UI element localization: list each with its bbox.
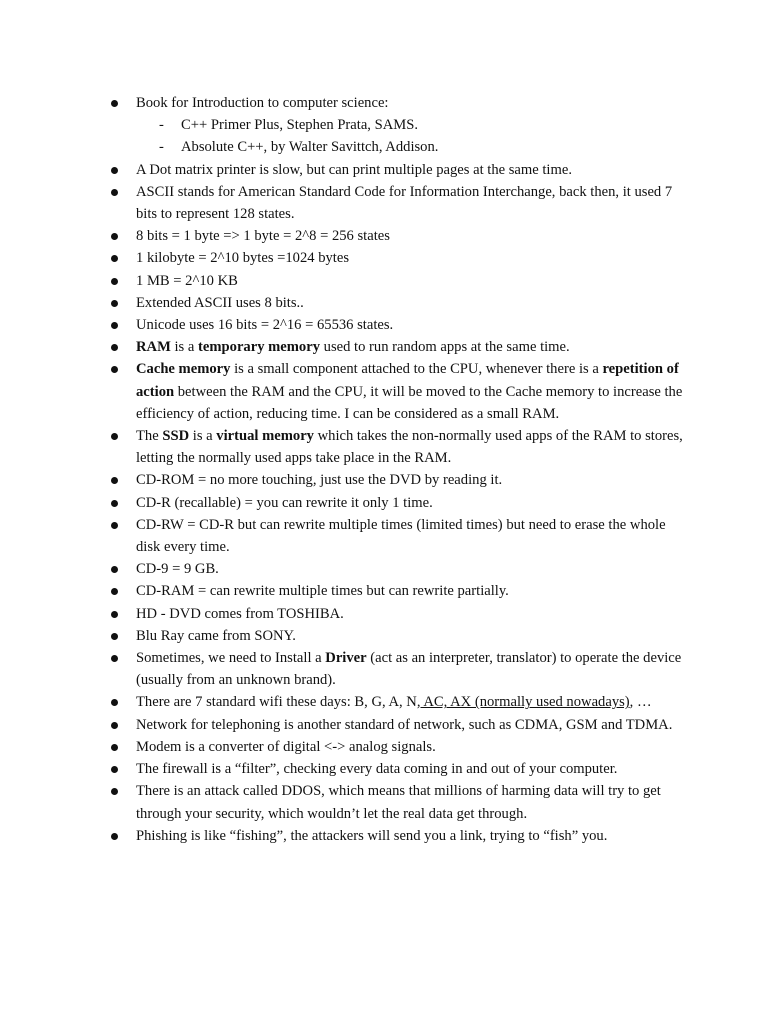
bold-term: temporary memory — [198, 339, 320, 356]
bullet-icon — [111, 522, 118, 529]
bold-term: SSD — [162, 428, 190, 445]
underlined-text: AC, AX (normally used nowadays) — [420, 694, 630, 711]
list-item: Unicode uses 16 bits = 2^16 = 65536 states. — [107, 314, 687, 336]
bullet-icon — [111, 300, 118, 307]
bullet-icon — [111, 766, 118, 773]
list-item: Cache memory is a small component attached to the CPU, whenever there is a repetition of action between the RAM and the CPU, it will be moved to the Cache memory to increase the efficiency of action, reducing time. I can be considered as a small RAM. — [107, 358, 687, 425]
bullet-icon — [111, 189, 118, 196]
bold-term: Driver — [325, 650, 367, 667]
list-item: CD-RAM = can rewrite multiple times but can rewrite partially. — [107, 580, 687, 602]
dash-icon: - — [159, 139, 164, 156]
bold-term: repetition of action — [136, 361, 679, 400]
list-item: The firewall is a “filter”, checking every data coming in and out of your computer. — [107, 758, 687, 780]
bullet-icon — [111, 699, 118, 706]
list-item: Network for telephoning is another standard of network, such as CDMA, GSM and TDMA. — [107, 714, 687, 736]
bullet-icon — [111, 722, 118, 729]
dash-icon: - — [159, 117, 164, 134]
sub-list-item: - Absolute C++, by Walter Savittch, Addison. — [136, 136, 687, 158]
bullet-icon — [111, 744, 118, 751]
list-item: A Dot matrix printer is slow, but can print multiple pages at the same time. — [107, 159, 687, 181]
bullet-icon — [111, 233, 118, 240]
list-item: CD-R (recallable) = you can rewrite it only 1 time. — [107, 492, 687, 514]
bold-term: virtual memory — [216, 428, 314, 445]
notes-list — [107, 92, 687, 847]
list-item: There is an attack called DDOS, which means that millions of harming data will try to get through your security, which wouldn’t let the real data get through. — [107, 780, 687, 824]
bullet-icon — [111, 566, 118, 573]
bullet-icon — [111, 100, 118, 107]
bullet-icon — [111, 322, 118, 329]
bullet-icon — [111, 500, 118, 507]
list-item: CD-9 = 9 GB. — [107, 558, 687, 580]
list-item: CD-RW = CD-R but can rewrite multiple times (limited times) but need to erase the whole disk every time. — [107, 514, 687, 558]
bullet-icon — [111, 588, 118, 595]
bullet-icon — [111, 477, 118, 484]
list-item: Blu Ray came from SONY. — [107, 625, 687, 647]
list-item: Book for Introduction to computer science: - C++ Primer Plus, Stephen Prata, SAMS. - Absolute C++, by Walter Savittch, Addison. — [107, 92, 687, 159]
list-item: RAM is a temporary memory used to run random apps at the same time. — [107, 336, 687, 358]
list-item: Extended ASCII uses 8 bits.. — [107, 292, 687, 314]
list-item: 1 kilobyte = 2^10 bytes =1024 bytes — [107, 247, 687, 269]
list-item: The SSD is a virtual memory which takes the non-normally used apps of the RAM to stores, letting the normally used apps take place in the RAM. — [107, 425, 687, 469]
list-item: ASCII stands for American Standard Code for Information Interchange, back then, it used 7 bits to represent 128 states. — [107, 181, 687, 225]
bullet-icon — [111, 278, 118, 285]
list-item: Sometimes, we need to Install a Driver (act as an interpreter, translator) to operate the device (usually from an unknown brand). — [107, 647, 687, 691]
bullet-icon — [111, 433, 118, 440]
list-item: Phishing is like “fishing”, the attackers will send you a link, trying to “fish” you. — [107, 825, 687, 847]
bold-term: RAM — [136, 339, 171, 356]
bullet-icon — [111, 788, 118, 795]
bullet-icon — [111, 167, 118, 174]
sub-list-item: - C++ Primer Plus, Stephen Prata, SAMS. — [136, 114, 687, 136]
bullet-icon — [111, 633, 118, 640]
bullet-icon — [111, 366, 118, 373]
bullet-icon — [111, 611, 118, 618]
bullet-icon — [111, 833, 118, 840]
sub-list — [136, 114, 687, 158]
bullet-icon — [111, 255, 118, 262]
bullet-icon — [111, 655, 118, 662]
list-item: There are 7 standard wifi these days: B, G, A, N, AC, AX (normally used nowadays), … — [107, 691, 687, 713]
list-item: 1 MB = 2^10 KB — [107, 270, 687, 292]
bold-term: Cache memory — [136, 361, 231, 378]
list-item: CD-ROM = no more touching, just use the DVD by reading it. — [107, 469, 687, 491]
list-item: Modem is a converter of digital <-> analog signals. — [107, 736, 687, 758]
list-item: HD - DVD comes from TOSHIBA. — [107, 603, 687, 625]
list-item: 8 bits = 1 byte => 1 byte = 2^8 = 256 states — [107, 225, 687, 247]
bullet-icon — [111, 344, 118, 351]
